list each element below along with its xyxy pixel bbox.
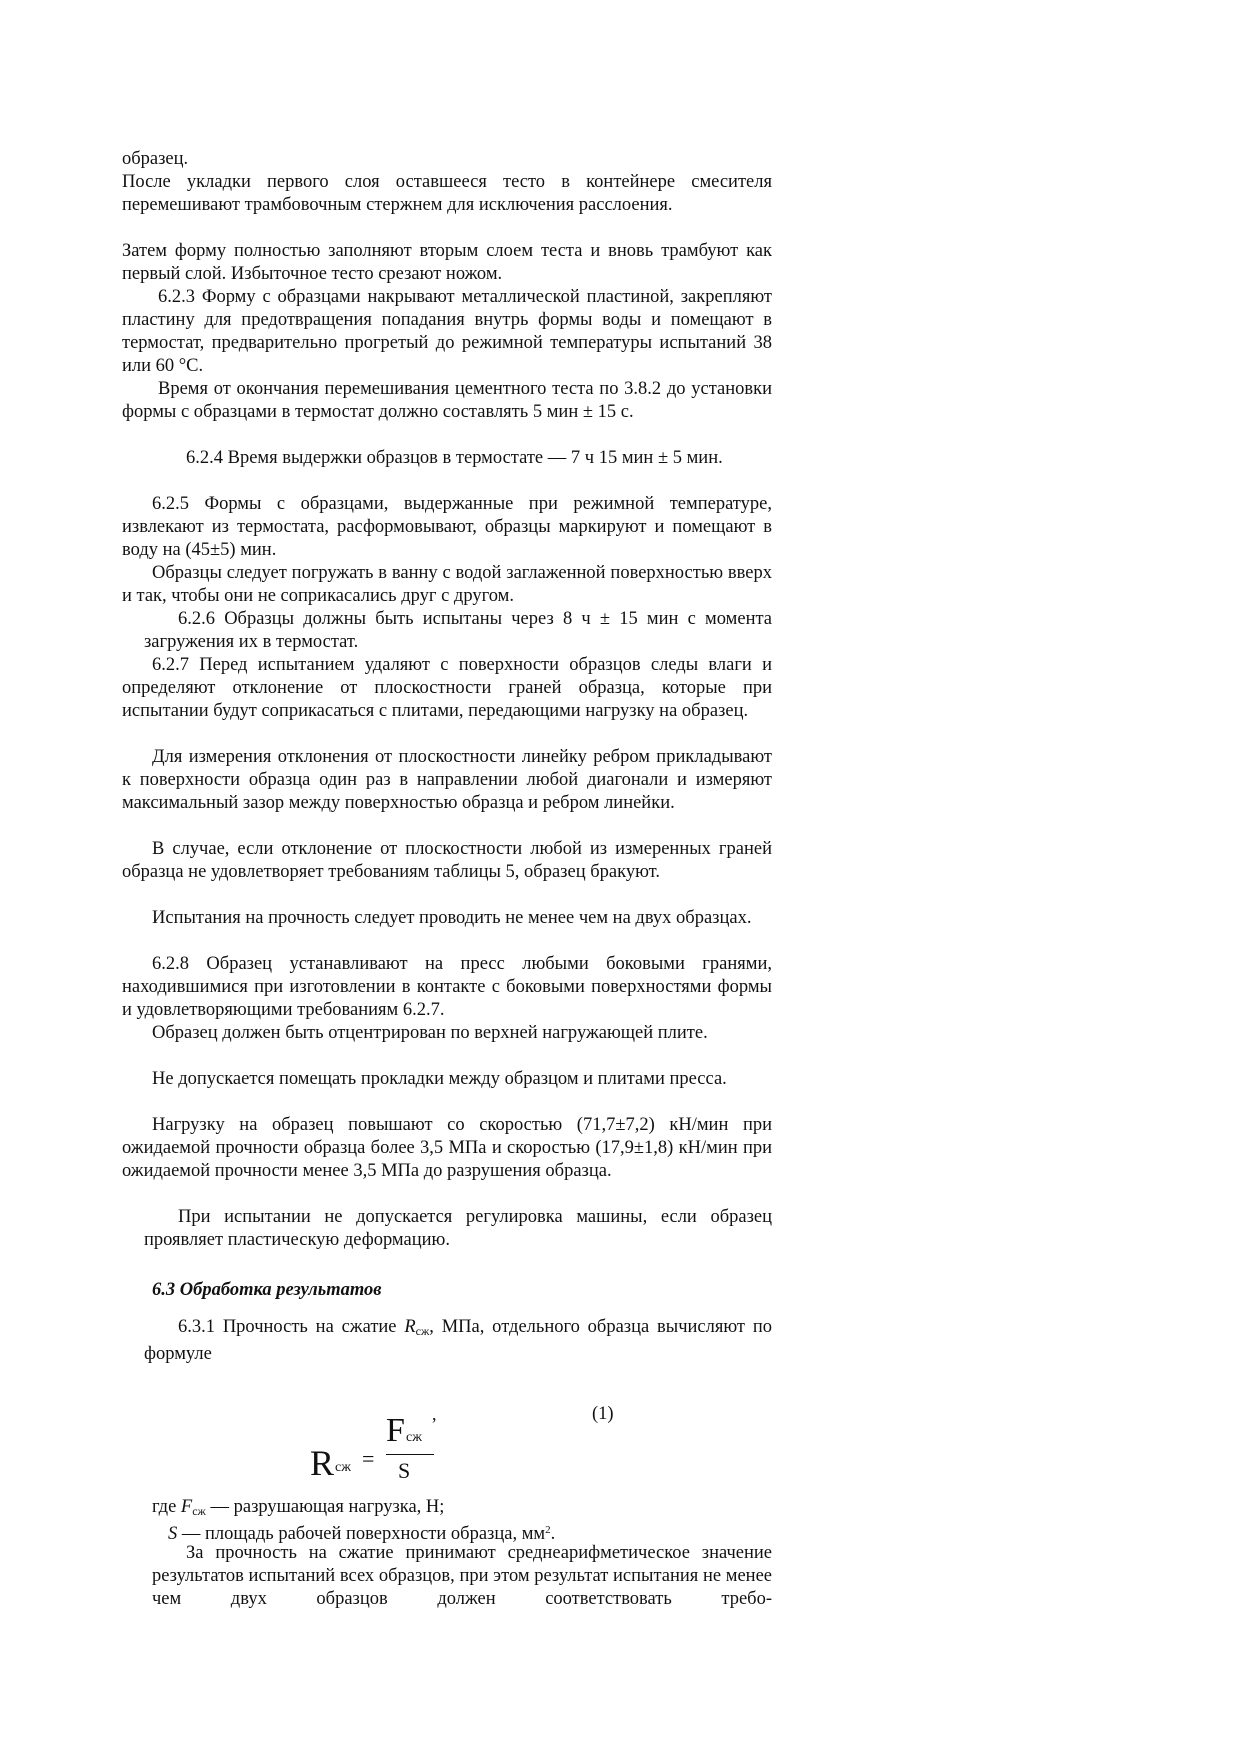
paragraph-6-3-1: 6.3.1 Прочность на сжатие $R_{сж}$, МПа, отдельного образца вычисляют по формуле [144,1317,772,1364]
paragraph-final: За прочность на сжатие принимают среднеарифметическое значение результатов испытаний всех образцов, при этом результат испытания не менее чем двух образцов должен соответствовать требо- [152,1543,772,1609]
paragraph-6-2-3: 6.2.3 Форму с образцами накрывают металлической пластиной, закрепляют пластину для предотвращения попадания внутрь формы воды и помещают в термостат, предварительно прогретый до режимной температуры испытаний 38 или 60 °С. [122,287,772,376]
paragraph-center: Образец должен быть отцентрирован по верхней нагружающей плите. [152,1023,708,1043]
paragraph-6-2-6: 6.2.6 Образцы должны быть испытаны через 8 ч ± 15 мин с момента загружения их в термостат. [144,609,772,652]
paragraph-3: Затем форму полностью заполняют вторым слоем теста и вновь трамбуют как первый слой. Избыточное тесто срезают ножом. [122,241,772,284]
paragraph-machine: При испытании не допускается регулировка машины, если образец проявляет пластическую деформацию. [144,1207,772,1250]
paragraph-2: После укладки первого слоя оставшееся тесто в контейнере смесителя перемешивают трамбовочным стержнем для исключения расслоения. [122,172,772,215]
paragraph-6-2-7: 6.2.7 Перед испытанием удаляют с поверхности образцов следы влаги и определяют отклонение от плоскостности граней образца, которые при испытании будут соприкасаться с плитами, передающими нагрузку на образец. [122,655,772,721]
formula-compressive-strength [310,1412,450,1498]
paragraph-time: Время от окончания перемешивания цементного теста по 3.8.2 до установки формы с образцами в термостат должно составлять 5 мин ± 15 с. [122,379,772,422]
paragraph-load-rate: Нагрузку на образец повышают со скоростью (71,7±7,2) кН/мин при ожидаемой прочности образца более 3,5 МПа и скоростью (17,9±1,8) кН/мин при ожидаемой прочности менее 3,5 МПа до разрушения образца. [122,1115,772,1181]
paragraph-6-2-5: 6.2.5 Формы с образцами, выдержанные при режимной температуре, извлекают из термостата, расформовывают, образцы маркируют и помещают в воду на (45±5) мин. [122,494,772,560]
section-heading-6-3: 6.3 Обработка результатов [152,1280,382,1300]
formula-s: S [398,1458,411,1483]
where-line-2: S — площадь рабочей поверхности образца, $мм^2$. [168,1524,556,1544]
equation-number: (1) [592,1404,614,1424]
subscript-szh: сж [415,1324,430,1338]
paragraph-pads: Не допускается помещать прокладки между образцом и плитами пресса. [152,1069,727,1089]
paragraph-1: образец. [122,149,189,169]
formula-r-subscript: сж [335,1460,351,1475]
paragraph-reject: В случае, если отклонение от плоскостности любой из измеренных граней образца не удовлетворяет требованиям таблицы 5, образец бракуют. [122,839,772,882]
paragraph-tests: Испытания на прочность следует проводить не менее чем на двух образцах. [152,908,752,928]
paragraph-6-2-4: 6.2.4 Время выдержки образцов в термостате — 7 ч 15 мин ± 5 мин. [186,448,723,468]
fraction-line [386,1454,434,1455]
where-line-1: где $F_{сж}$ — разрушающая нагрузка, Н; [152,1497,445,1518]
symbol-r: R [404,1317,416,1337]
formula-f: F [386,1412,405,1449]
formula-f-subscript: сж [406,1430,422,1445]
paragraph-immersion: Образцы следует погружать в ванну с водой заглаженной поверхностью вверх и так, чтобы они не соприкасались друг с другом. [122,563,772,606]
paragraph-measurement: Для измерения отклонения от плоскостности линейку ребром прикладывают к поверхности образца один раз в направлении любой диагонали и измеряют максимальный зазор между поверхностью образца и ребром линейки. [122,747,772,813]
paragraph-6-2-8: 6.2.8 Образец устанавливают на пресс любыми боковыми гранями, находившимися при изготовлении в контакте с боковыми поверхностями формы и удовлетворяющими требованиям 6.2.7. [122,954,772,1020]
formula-equals: = [362,1446,375,1471]
formula-comma: , [432,1404,437,1424]
formula-r: R [310,1443,335,1483]
